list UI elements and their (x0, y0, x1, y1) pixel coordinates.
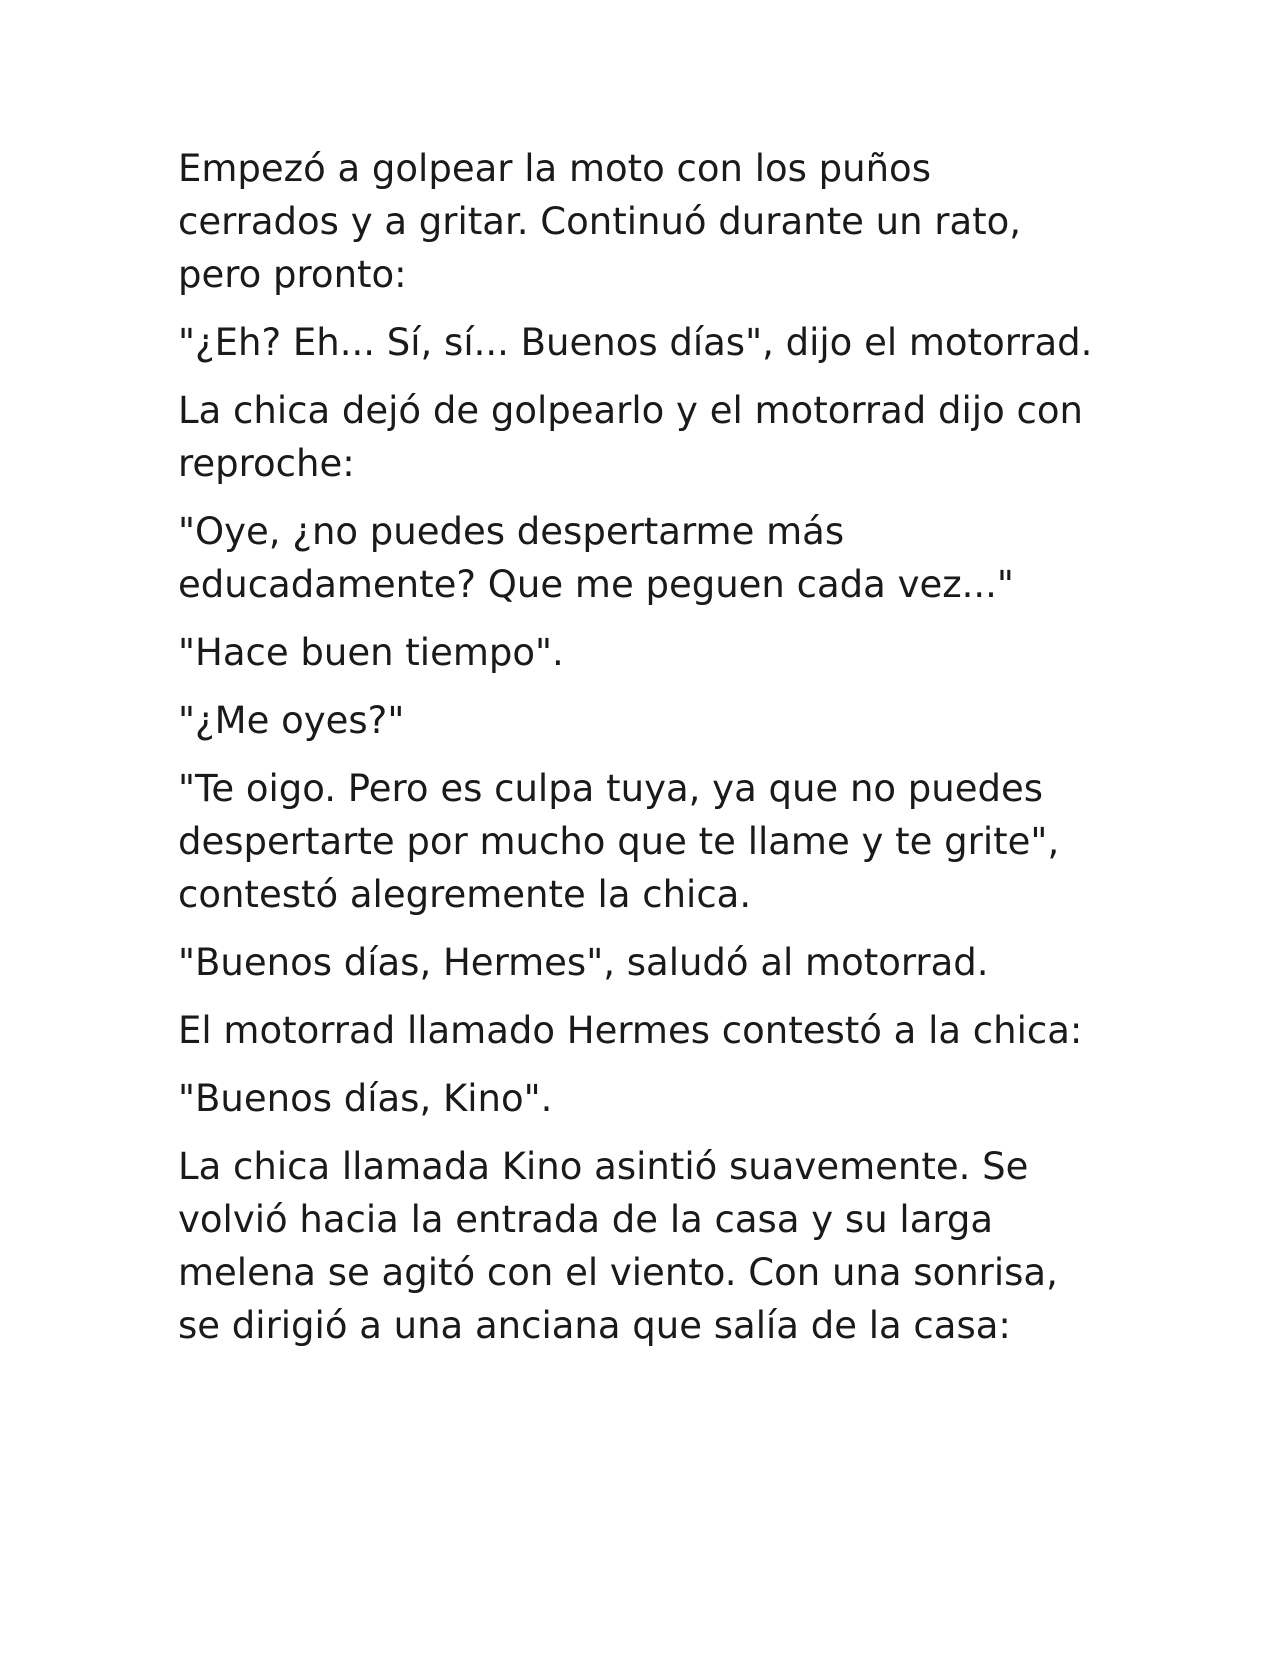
paragraph: "¿Eh? Eh... Sí, sí... Buenos días", dijo el motorrad. (178, 321, 1093, 364)
paragraph: "Oye, ¿no puedes despertarme más educadamente? Que me peguen cada vez..." (178, 510, 1014, 606)
paragraph: "Buenos días, Kino". (178, 1077, 553, 1120)
paragraph: Empezó a golpear la moto con los puños cerrados y a gritar. Continuó durante un rato, pero pronto: (178, 147, 1022, 296)
paragraph: La chica llamada Kino asintió suavemente. Se volvió hacia la entrada de la casa y su larga melena se agitó con el viento. Con una sonrisa, se dirigió a una anciana que salía de la casa: (178, 1145, 1058, 1347)
paragraph: "Te oigo. Pero es culpa tuya, ya que no puedes despertarte por mucho que te llame y te grite", contestó alegremente la chica. (178, 767, 1060, 916)
paragraph: La chica dejó de golpearlo y el motorrad dijo con reproche: (178, 389, 1083, 485)
paragraph: "¿Me oyes?" (178, 699, 405, 742)
paragraph: El motorrad llamado Hermes contestó a la chica: (178, 1009, 1083, 1052)
paragraph: "Hace buen tiempo". (178, 631, 564, 674)
paragraph: "Buenos días, Hermes", saludó al motorrad. (178, 941, 989, 984)
document-page (178, 142, 1098, 1367)
